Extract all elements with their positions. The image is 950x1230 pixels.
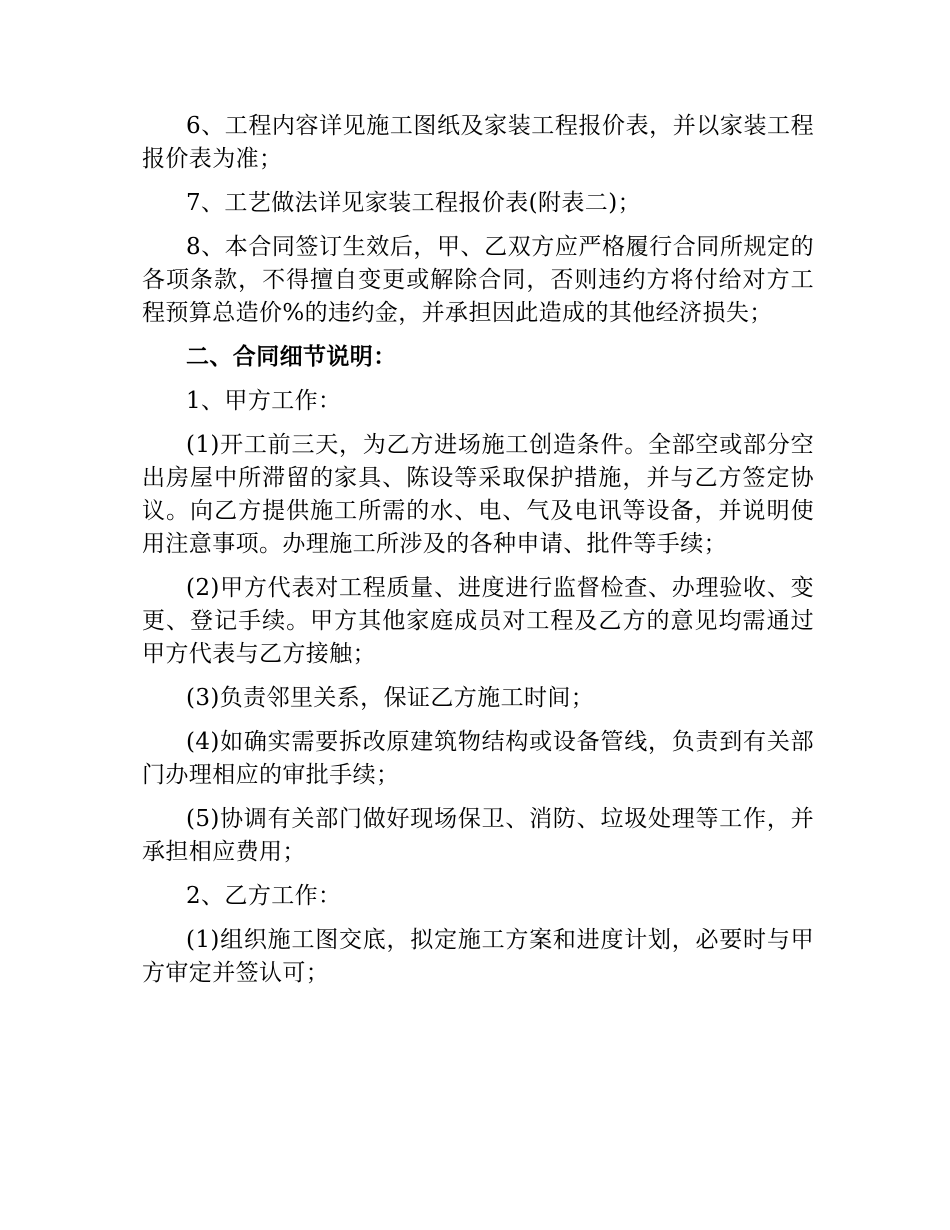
subsection-party-a-duties: 1、甲方工作： bbox=[186, 388, 342, 414]
party-a-item-1: (1)开工前三天，为乙方进场施工创造条件。全部空或部分空出房屋中所滞留的家具、陈设等采取保护措施，并与乙方签定协议。向乙方提供施工所需的水、电、气及电讯等设备，并说明使用注意事项。办理施工所涉及的各种申请、批件等手续； bbox=[142, 432, 814, 557]
party-a-item-2: (2)甲方代表对工程质量、进度进行监督检查、办理验收、变更、登记手续。甲方其他家庭成员对工程及乙方的意见均需通过甲方代表与乙方接触； bbox=[142, 575, 814, 667]
party-a-item-4: (4)如确实需要拆改原建筑物结构或设备管线，负责到有关部门办理相应的审批手续； bbox=[142, 729, 814, 788]
clause-7: 7、工艺做法详见家装工程报价表(附表二)； bbox=[186, 190, 641, 216]
section-heading-contract-details: 二、合同细节说明： bbox=[186, 344, 397, 370]
document-body bbox=[142, 110, 814, 1001]
clause-8: 8、本合同签订生效后，甲、乙双方应严格履行合同所规定的各项条款，不得擅自变更或解除合同，否则违约方将付给对方工程预算总造价%的违约金，并承担因此造成的其他经济损失； bbox=[142, 234, 814, 326]
party-a-item-3: (3)负责邻里关系，保证乙方施工时间； bbox=[186, 685, 595, 711]
party-a-item-5: (5)协调有关部门做好现场保卫、消防、垃圾处理等工作，并承担相应费用； bbox=[142, 806, 814, 865]
subsection-party-b-duties: 2、乙方工作： bbox=[186, 883, 342, 909]
clause-6: 6、工程内容详见施工图纸及家装工程报价表，并以家装工程报价表为准； bbox=[142, 113, 814, 172]
party-b-item-1: (1)组织施工图交底，拟定施工方案和进度计划，必要时与甲方审定并签认可； bbox=[142, 927, 814, 986]
